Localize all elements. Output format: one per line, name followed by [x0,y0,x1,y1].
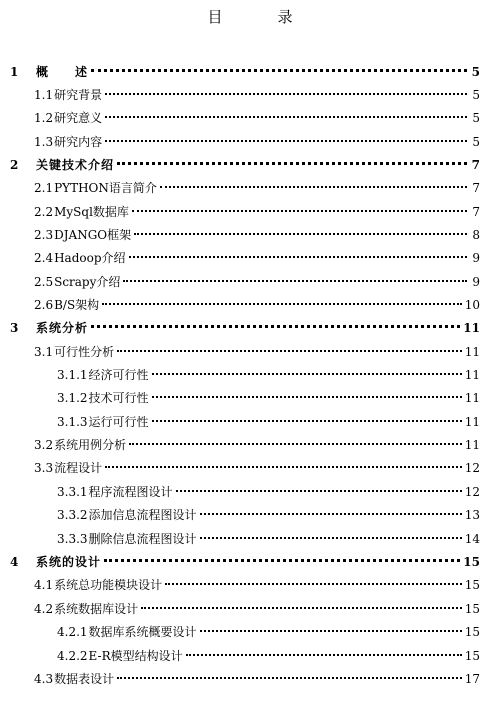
entry-page: 11 [464,391,480,405]
entry-number: 2.6 [34,298,54,312]
dot-leader [102,303,462,305]
entry-number: 1.2 [34,111,54,125]
entry-number: 2.5 [34,275,54,289]
entry-label: 删除信息流程图设计 [88,532,197,546]
dot-leader [176,490,462,492]
dot-leader [105,140,467,142]
toc-entry-section[interactable] [34,178,480,198]
toc-entry-section[interactable] [34,458,480,478]
toc-entry-section[interactable] [34,669,480,689]
toc-entry-section[interactable] [34,272,480,292]
toc-entry-subsection[interactable] [57,505,480,525]
toc-entry-chapter[interactable] [10,552,480,572]
toc-entry-section[interactable] [34,225,480,245]
entry-label: 运行可行性 [88,415,149,429]
dot-leader [105,466,462,468]
entry-page: 5 [471,65,480,79]
dot-leader [104,559,460,562]
dot-leader [91,325,460,328]
entry-number: 2.4 [34,251,54,265]
toc-title: 目 录 [207,8,313,26]
entry-number: 4.1 [34,578,54,592]
entry-label: 概 述 [36,65,89,79]
entry-page: 7 [472,181,480,195]
entry-page: 14 [464,532,480,546]
dot-leader [105,93,467,95]
entry-number: 3.3.3 [57,532,88,546]
dot-leader [91,69,467,72]
toc-entry-subsection[interactable] [57,646,480,666]
entry-label: 流程设计 [54,461,103,475]
entry-label: 系统分析 [36,321,89,335]
entry-label: 可行性分析 [54,345,115,359]
dot-leader [200,537,462,539]
entry-number: 3.3.2 [57,508,88,522]
entry-page: 7 [472,205,480,219]
toc-entry-section[interactable] [34,435,480,455]
entry-number: 2.1 [34,181,54,195]
toc-entry-section[interactable] [34,202,480,222]
dot-leader [152,373,462,375]
entry-label: Hadoop介绍 [54,251,126,265]
dot-leader [117,350,462,352]
entry-page: 11 [463,321,480,335]
entry-page: 7 [471,158,480,172]
toc-entry-section[interactable] [34,248,480,268]
entry-page: 9 [472,251,480,265]
entry-label: 系统用例分析 [54,438,127,452]
dot-leader [141,607,462,609]
entry-label: B/S架构 [54,298,100,312]
entry-page: 15 [464,625,480,639]
toc-entry-subsection[interactable] [57,622,480,642]
dot-leader [134,233,467,235]
entry-number: 3.1.3 [57,415,88,429]
entry-number: 3.1.2 [57,391,88,405]
entry-page: 15 [464,602,480,616]
entry-number: 1.3 [34,135,54,149]
toc-entry-section[interactable] [34,85,480,105]
dot-leader [160,186,467,188]
entry-page: 9 [472,275,480,289]
dot-leader [129,443,462,445]
entry-label: 系统总功能模块设计 [54,578,163,592]
entry-page: 17 [464,672,480,686]
entry-label: 研究内容 [54,135,103,149]
toc-entry-subsection[interactable] [57,388,480,408]
toc-entry-chapter[interactable] [10,318,480,338]
entry-page: 5 [472,135,480,149]
dot-leader [165,583,462,585]
entry-page: 11 [464,345,480,359]
entry-number: 3.1.1 [57,368,88,382]
entry-number: 2 [10,158,19,172]
entry-number: 1 [10,65,19,79]
entry-page: 15 [464,649,480,663]
entry-label: 添加信息流程图设计 [88,508,197,522]
entry-page: 5 [472,88,480,102]
dot-leader [129,256,467,258]
toc-entry-section[interactable] [34,575,480,595]
toc-entry-section[interactable] [34,342,480,362]
entry-page: 5 [472,111,480,125]
entry-label: MySql数据库 [54,205,129,219]
entry-number: 4.3 [34,672,54,686]
entry-number: 4.2.1 [57,625,88,639]
entry-label: 系统数据库设计 [54,602,139,616]
dot-leader [200,630,462,632]
toc-entry-chapter[interactable] [10,155,480,175]
dot-leader [117,162,467,165]
dot-leader [117,677,462,679]
dot-leader [132,210,467,212]
entry-label: 研究意义 [54,111,103,125]
dot-leader [152,396,462,398]
toc-entry-subsection[interactable] [57,529,480,549]
entry-label: 系统的设计 [36,555,102,569]
entry-page: 15 [463,555,480,569]
entry-label: PYTHON语言简介 [54,181,157,195]
entry-label: E-R模型结构设计 [88,649,183,663]
entry-page: 11 [464,415,480,429]
entry-number: 3.1 [34,345,54,359]
entry-page: 11 [464,438,480,452]
dot-leader [105,116,467,118]
entry-label: 数据表设计 [54,672,115,686]
entry-number: 4 [10,555,19,569]
dot-leader [152,420,462,422]
entry-label: 经济可行性 [88,368,149,382]
entry-number: 4.2.2 [57,649,88,663]
entry-page: 15 [464,578,480,592]
dot-leader [186,654,462,656]
toc-entry-chapter[interactable] [10,62,480,82]
toc-entry-section[interactable] [34,108,480,128]
entry-number: 3.2 [34,438,54,452]
entry-page: 12 [464,461,480,475]
entry-page: 13 [464,508,480,522]
entry-number: 2.3 [34,228,54,242]
entry-label: Scrapy介绍 [54,275,121,289]
toc-entry-section[interactable] [34,132,480,152]
toc-entry-section[interactable] [34,295,480,315]
entry-label: 技术可行性 [88,391,149,405]
toc-entry-subsection[interactable] [57,482,480,502]
toc-entry-section[interactable] [34,599,480,619]
entry-label: DJANGO框架 [54,228,132,242]
entry-label: 关键技术介绍 [36,158,115,172]
entry-label: 研究背景 [54,88,103,102]
dot-leader [200,513,462,515]
toc-entry-subsection[interactable] [57,365,480,385]
toc-entry-subsection[interactable] [57,412,480,432]
entry-page: 8 [472,228,480,242]
entry-label: 程序流程图设计 [88,485,173,499]
entry-number: 1.1 [34,88,54,102]
entry-page: 11 [464,368,480,382]
entry-page: 10 [464,298,480,312]
entry-label: 数据库系统概要设计 [88,625,197,639]
dot-leader [123,280,467,282]
entry-number: 2.2 [34,205,54,219]
entry-number: 4.2 [34,602,54,616]
entry-number: 3 [10,321,19,335]
entry-page: 12 [464,485,480,499]
entry-number: 3.3 [34,461,54,475]
entry-number: 3.3.1 [57,485,88,499]
